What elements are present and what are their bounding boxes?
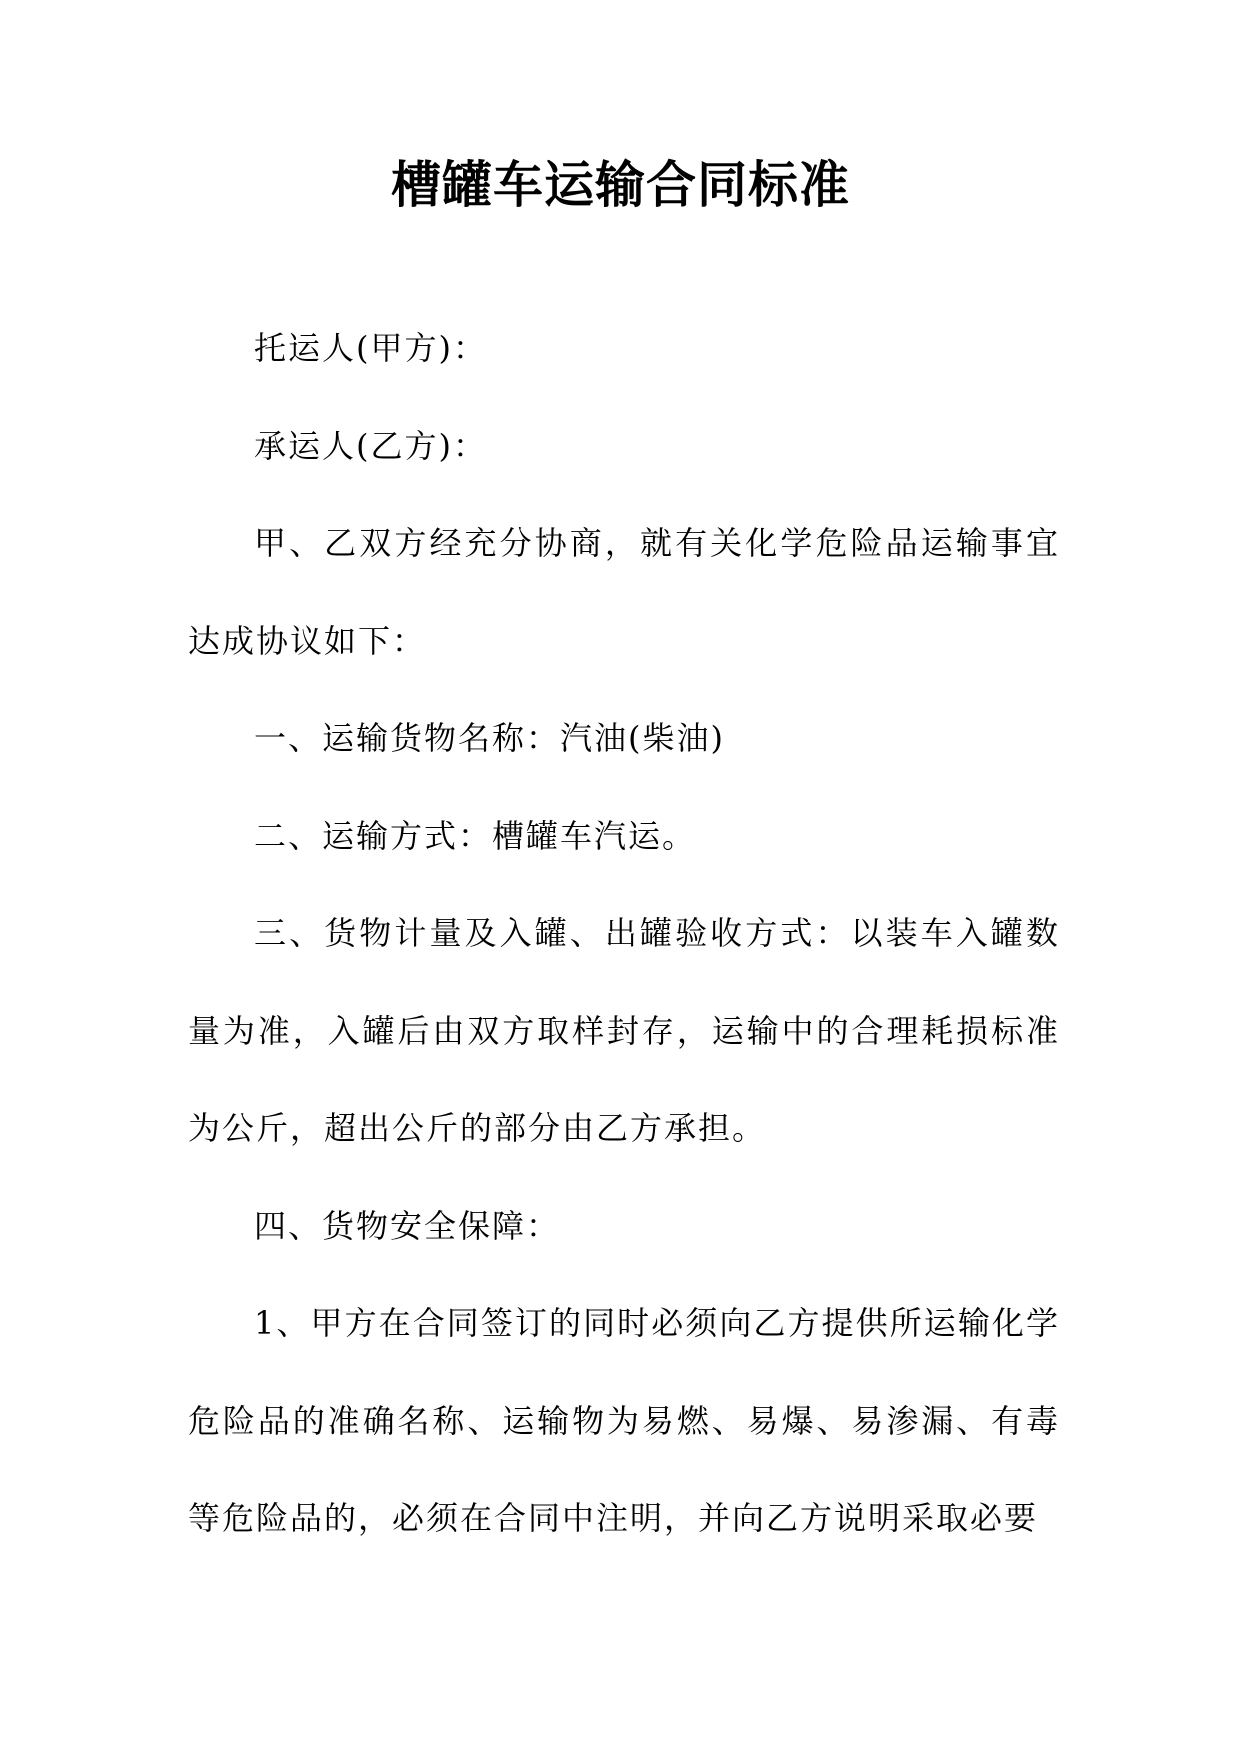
clause-4-item-1: 1、甲方在合同签订的同时必须向乙方提供所运输化学危险品的准确名称、运输物为易燃、易爆、易渗漏、有毒等危险品的，必须在合同中注明，并向乙方说明采取必要 <box>188 1304 1060 1537</box>
party-b-line: 承运人(乙方)： <box>254 426 487 465</box>
party-a-line: 托运人(甲方)： <box>254 329 487 367</box>
clause-4-safety-heading: 四、货物安全保障： <box>254 1206 561 1245</box>
clause-2-transport-method: 二、运输方式：槽罐车汽运。 <box>254 816 697 855</box>
document-title: 槽罐车运输合同标准 <box>391 156 850 214</box>
document-body <box>188 300 1060 1568</box>
clause-3-measurement: 三、货物计量及入罐、出罐验收方式：以装车入罐数量为准，入罐后由双方取样封存，运输中的合理耗损标准为公斤，超出公斤的部分由乙方承担。 <box>188 914 1060 1147</box>
agreement-intro-paragraph: 甲、乙双方经充分协商，就有关化学危险品运输事宜达成协议如下： <box>188 524 1060 660</box>
clause-1-goods-name: 一、运输货物名称：汽油(柴油) <box>254 719 725 757</box>
